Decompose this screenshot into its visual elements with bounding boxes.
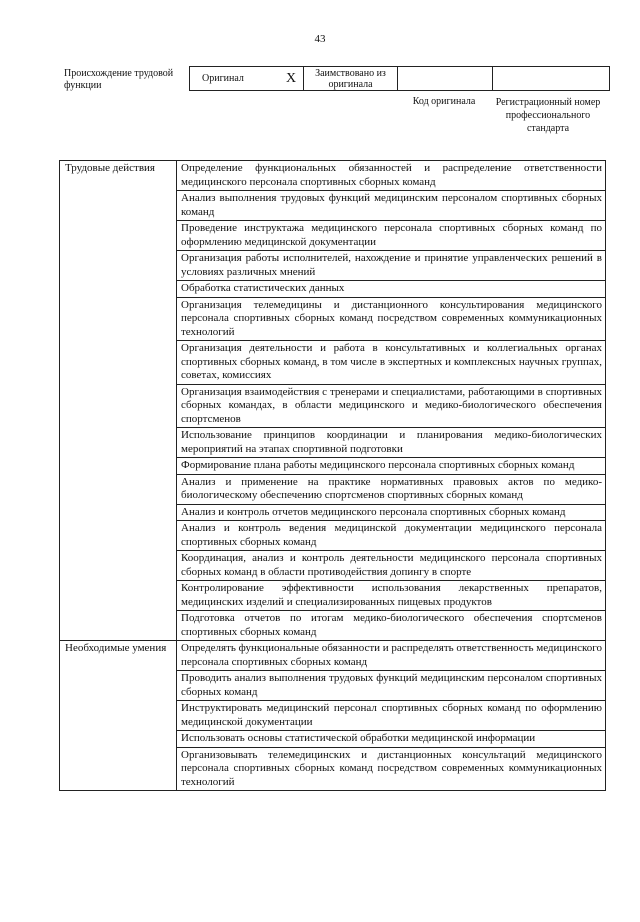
origin-label: Происхождение трудовой функции: [64, 68, 174, 91]
category-cell: Необходимые умения: [60, 641, 177, 791]
item-cell: Обработка статистических данных: [177, 281, 606, 298]
item-cell: Организация телемедицины и дистанционного консультирования медицинского персонала спортивных сборных команд посредством современных коммуникационных технологий: [177, 297, 606, 341]
code-caption: Код оригинала: [412, 96, 476, 107]
code-cell: [398, 67, 493, 91]
item-cell: Анализ и контроль отчетов медицинского персонала спортивных сборных команд: [177, 504, 606, 521]
item-cell: Подготовка отчетов по итогам медико-биологического обеспечения спортсменов спортивных сборных команд: [177, 611, 606, 641]
item-cell: Организовывать телемедицинских и дистанционных консультаций медицинского персонала спортивных сборных команд посредством современных коммуникационных технологий: [177, 747, 606, 791]
item-cell: Проводить анализ выполнения трудовых функций медицинским персоналом спортивных сборных команд: [177, 671, 606, 701]
item-cell: Организация взаимодействия с тренерами и специалистами, работающими в спортивных сборных командах, в области медицинского и медико-биологического обеспечения спортсменов: [177, 384, 606, 428]
borrowed-cell: Заимствовано из оригинала: [304, 67, 398, 91]
page-number: 43: [314, 33, 326, 45]
item-cell: Определение функциональных обязанностей и распределение ответственности медицинского персонала спортивных сборных команд: [177, 161, 606, 191]
item-cell: Использование принципов координации и планирования медико-биологических мероприятий на этапах спортивной подготовки: [177, 428, 606, 458]
item-cell: Инструктировать медицинский персонал спортивных сборных команд по оформлению медицинской документации: [177, 701, 606, 731]
table-row: [60, 641, 606, 671]
item-cell: Анализ выполнения трудовых функций медицинским персоналом спортивных сборных команд: [177, 191, 606, 221]
registration-caption: Регистрационный номер профессионального стандарта: [495, 97, 601, 134]
original-cell: Оригинал: [190, 67, 280, 91]
origin-table: [189, 66, 610, 91]
item-cell: Анализ и применение на практике нормативных правовых актов по медико-биологическому обеспечению спортсменов спортивных сборных команд: [177, 474, 606, 504]
function-table: [59, 160, 606, 791]
item-cell: Координация, анализ и контроль деятельности медицинского персонала спортивных сборных команд в области противодействия допингу в спорте: [177, 551, 606, 581]
item-cell: Проведение инструктажа медицинского персонала спортивных сборных команд по оформлению медицинской документации: [177, 221, 606, 251]
item-cell: Организация деятельности и работа в консультативных и коллегиальных органах спортивных сборных команд, в том числе в экспертных и комплексных научных группах, советах, комиссиях: [177, 341, 606, 385]
item-cell: Анализ и контроль ведения медицинской документации медицинского персонала спортивных сборных команд: [177, 521, 606, 551]
category-cell: Трудовые действия: [60, 161, 177, 641]
item-cell: Использовать основы статистической обработки медицинской информации: [177, 731, 606, 748]
item-cell: Контролирование эффективности использования лекарственных препаратов, медицинских изделий и специализированных пищевых продуктов: [177, 581, 606, 611]
item-cell: Определять функциональные обязанности и распределять ответственность медицинского персонала спортивных сборных команд: [177, 641, 606, 671]
original-mark: X: [279, 67, 304, 91]
table-row: [60, 161, 606, 191]
function-table-body: [60, 161, 606, 791]
item-cell: Организация работы исполнителей, нахождение и принятие управленческих решений в условиях различных мнений: [177, 251, 606, 281]
item-cell: Формирование плана работы медицинского персонала спортивных сборных команд: [177, 458, 606, 475]
registration-cell: [493, 67, 610, 91]
